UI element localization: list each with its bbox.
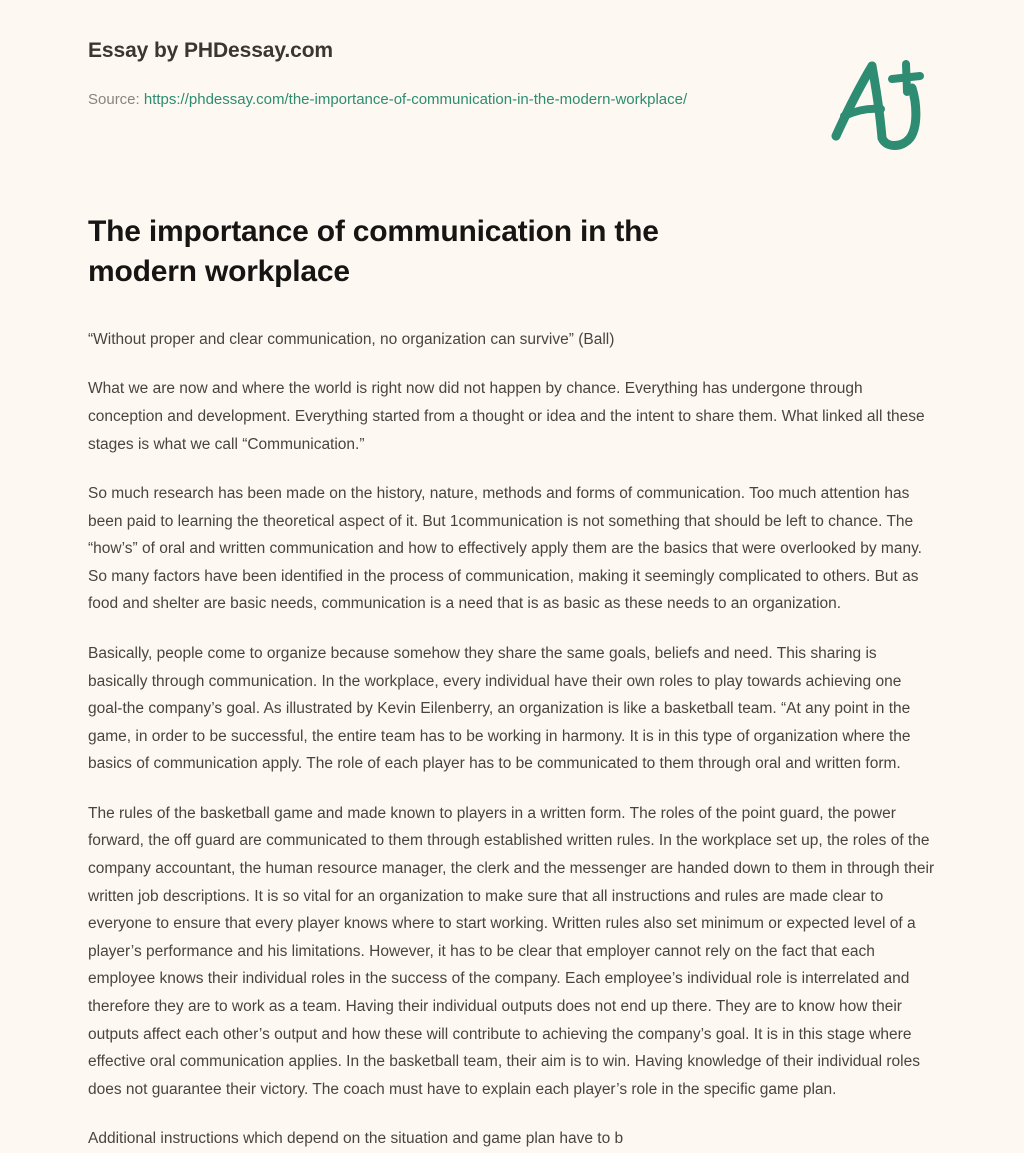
- paragraph-2: So much research has been made on the history, nature, methods and forms of communication. Too much attention has been paid to learning the theoretical aspect of it. But 1communication is not something that should be left to chance. The “how’s” of oral and written communication and how to effectively apply them are the basics that were overlooked by many. So many factors have been identified in the process of communication, making it seemingly complicated to others. But as food and shelter are basic needs, communication is a need that is as basic as these needs to an organization.: [88, 485, 922, 613]
- paragraph-4: The rules of the basketball game and made known to players in a written form. The roles of the point guard, the power forward, the off guard are communicated to them through established written rules. In the workplace set up, the roles of the company accountant, the human resource manager, the clerk and the messenger are handed down to them in through their written job descriptions. It is so vital for an organization to make sure that all instructions and rules are made clear to everyone to ensure that every player knows where to start working. Written rules also set minimum or expected level of a player’s performance and his limitations. However, it has to be clear that employer cannot rely on the fact that each employee knows their individual roles in the success of the company. Each employee’s individual role is interrelated and therefore they are to work as a team. Having their individual outputs does not end up there. They are to know how their outputs affect each other’s output and how these will contribute to achieving the company’s goal. It is in this stage where effective oral communication applies. In the basketball team, their aim is to win. Having knowledge of their individual roles does not guarantee their victory. The coach must have to explain each player’s role in the specific game plan.: [88, 804, 935, 1098]
- article-body: [88, 326, 936, 1153]
- paragraph-quote: “Without proper and clear communication, no organization can survive” (Ball): [88, 330, 615, 348]
- source-label: Source:: [88, 91, 140, 109]
- page-title: The importance of communication in the modern workplace: [88, 215, 659, 288]
- document-header: [88, 0, 936, 150]
- source-line: [88, 88, 687, 112]
- paragraph-1: What we are now and where the world is right now did not happen by chance. Everything has undergone through conception and development. Everything started from a thought or idea and the intent to share them. What linked all these stages is what we call “Communication.”: [88, 380, 925, 453]
- header-text-block: [88, 38, 687, 112]
- paragraph-3: Basically, people come to organize because somehow they share the same goals, beliefs and need. This sharing is basically through communication. In the workplace, every individual have their own roles to play towards achieving one goal-the company’s goal. As illustrated by Kevin Eilenberry, an organization is like a basketball team. “At any point in the game, in order to be successful, the entire team has to be working in harmony. It is in this type of organization where the basics of communication apply. The role of each player has to be communicated to them through oral and written form.: [88, 644, 911, 773]
- a-plus-logo: [824, 54, 928, 150]
- brand-title: Essay by PHDessay.com: [88, 39, 333, 62]
- paragraph-5-truncated: Additional instructions which depend on the situation and game plan have to b: [88, 1130, 624, 1148]
- article: [88, 212, 936, 1153]
- source-url-link[interactable]: https://phdessay.com/the-importance-of-communication-in-the-modern-workplace/: [143, 91, 688, 109]
